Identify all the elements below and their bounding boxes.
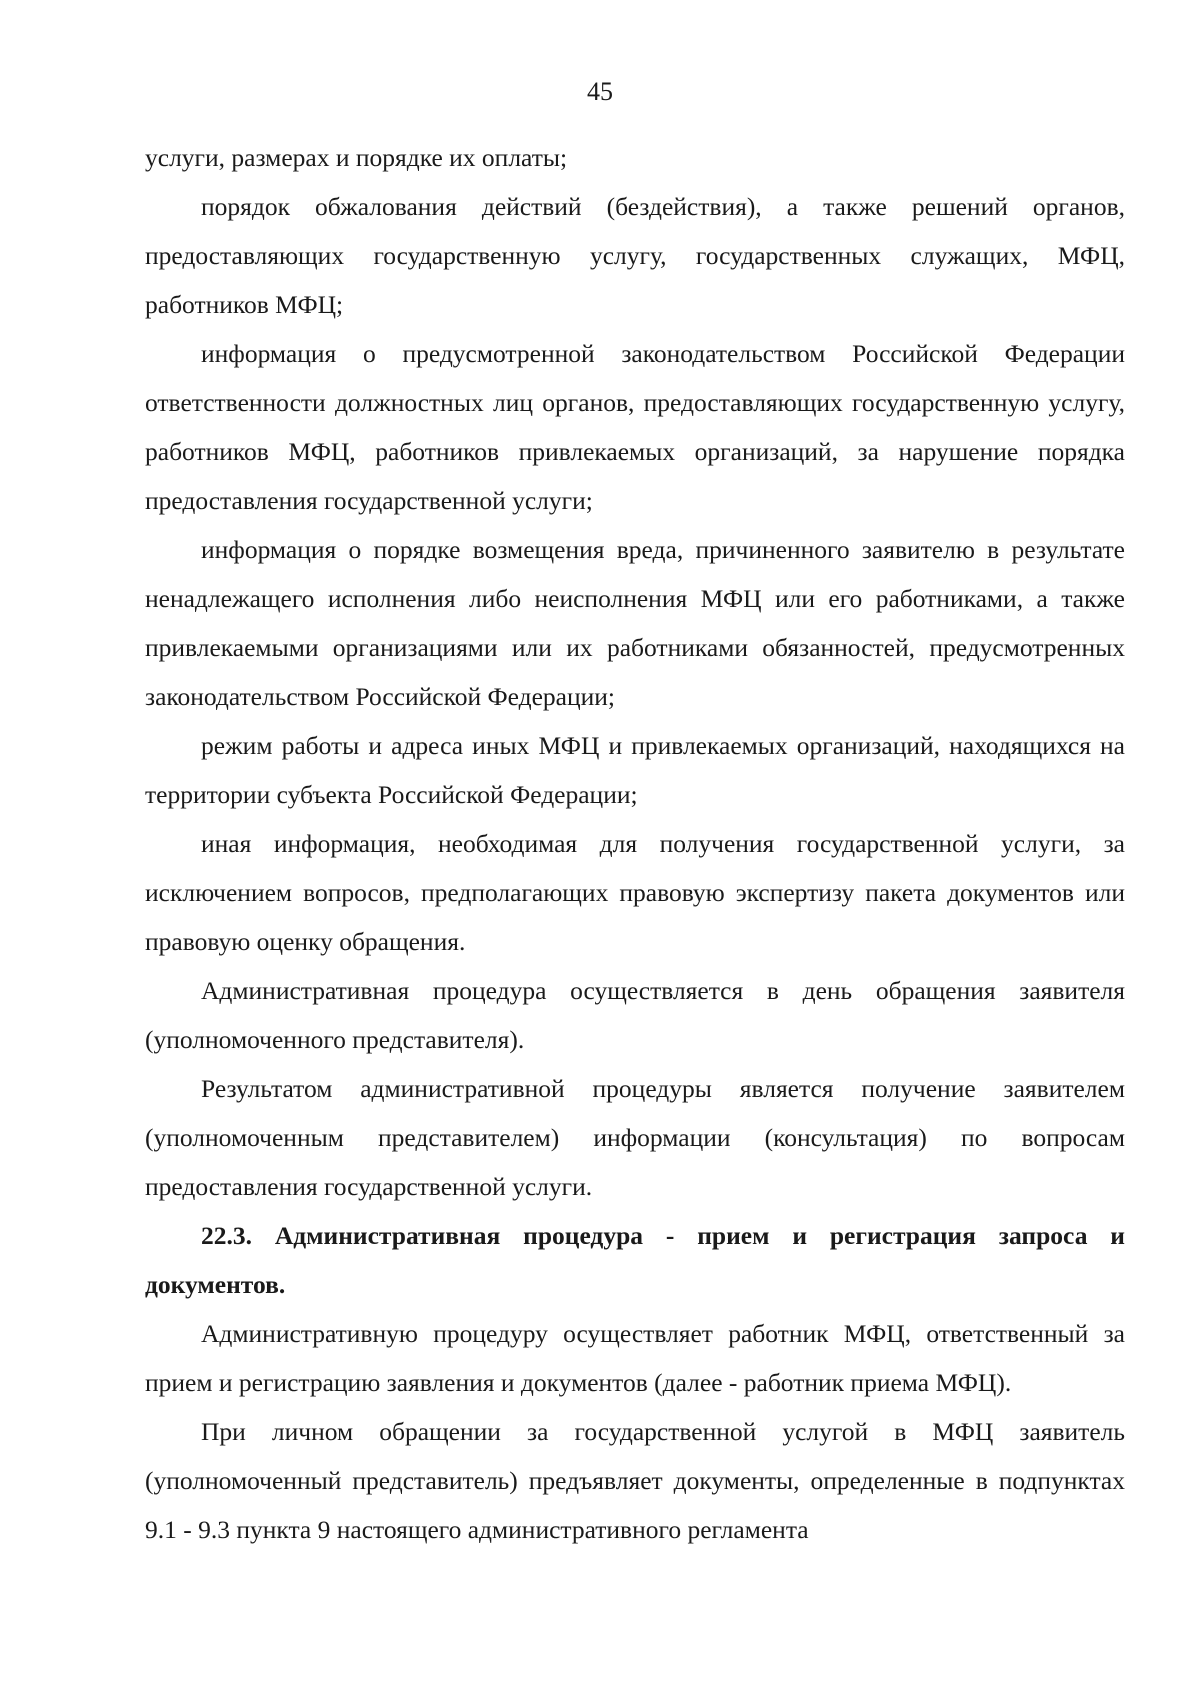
section-heading-22-3: 22.3. Административная процедура - прием и регистрация запроса и документов.: [145, 1221, 1125, 1299]
paragraph-liability-info: информация о предусмотренной законодательством Российской Федерации ответственности должностных лиц органов, предоставляющих государственную услугу, работников МФЦ, работников привлекаемых организаций, за нарушение порядка предоставления государственной услуги;: [145, 339, 1125, 515]
document-body: [145, 133, 1125, 1554]
paragraph-continuation: услуги, размерах и порядке их оплаты;: [145, 143, 568, 172]
paragraph-responsible-worker: Административную процедуру осуществляет работник МФЦ, ответственный за прием и регистрацию заявления и документов (далее - работник приема МФЦ).: [145, 1319, 1125, 1397]
page-number: 45: [587, 77, 613, 106]
paragraph-procedure-result: Результатом административной процедуры является получение заявителем (уполномоченным представителем) информации (консультация) по вопросам предоставления государственной услуги.: [145, 1074, 1125, 1201]
paragraph-personal-appeal: При личном обращении за государственной услугой в МФЦ заявитель (уполномоченный представитель) предъявляет документы, определенные в подпунктах 9.1 - 9.3 пункта 9 настоящего административного регламента: [145, 1417, 1125, 1544]
paragraph-damage-compensation: информация о порядке возмещения вреда, причиненного заявителю в результате ненадлежащего исполнения либо неисполнения МФЦ или его работниками, а также привлекаемыми организациями или их работниками обязанностей, предусмотренных законодательством Российской Федерации;: [145, 535, 1125, 711]
paragraph-working-hours: режим работы и адреса иных МФЦ и привлекаемых организаций, находящихся на территории субъекта Российской Федерации;: [145, 731, 1125, 809]
paragraph-appeal-procedure: порядок обжалования действий (бездействия), а также решений органов, предоставляющих государственную услугу, государственных служащих, МФЦ, работников МФЦ;: [145, 192, 1125, 319]
paragraph-procedure-day: Административная процедура осуществляется в день обращения заявителя (уполномоченного представителя).: [145, 976, 1125, 1054]
paragraph-other-info: иная информация, необходимая для получения государственной услуги, за исключением вопросов, предполагающих правовую экспертизу пакета документов или правовую оценку обращения.: [145, 829, 1125, 956]
